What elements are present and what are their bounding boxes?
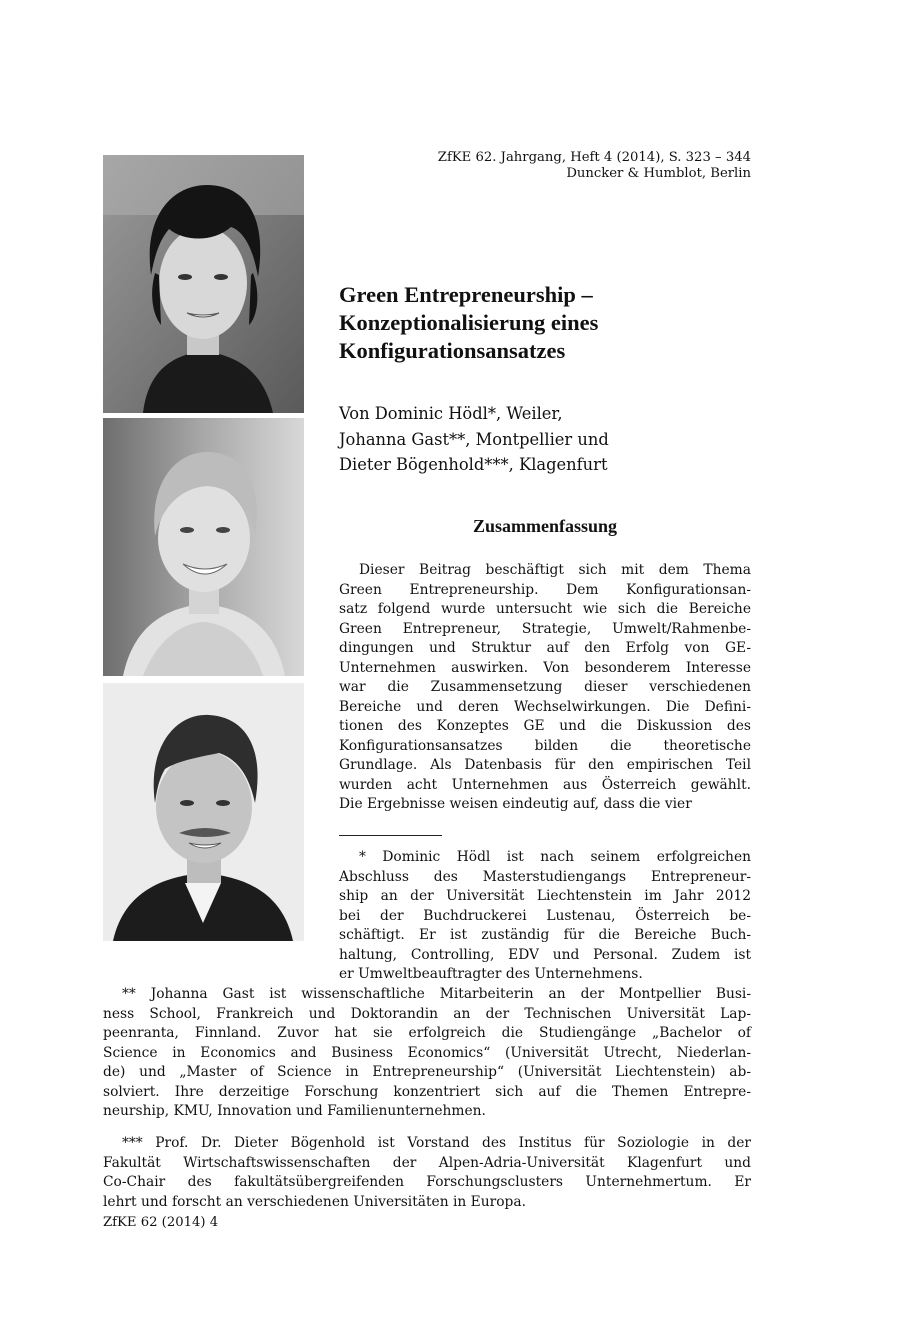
footnote-line: peenranta, Finnland. Zuvor hat sie erfolgreich die Studiengänge „Bachelor of [103,1025,751,1041]
article-title [339,281,759,365]
footnote-line: Science in Economics and Business Economics“ (Universität Utrecht, Niederlan- [103,1044,751,1061]
abstract-line: Grundlage. Als Datenbasis für den empirischen Teil [339,757,751,773]
author-line: Von Dominic Hödl*, Weiler, [339,404,563,423]
footnote-dominic-hoedl [339,848,751,985]
footnote-line: lehrt und forscht an verschiedenen Universitäten in Europa. [103,1193,526,1210]
abstract-text [339,561,751,815]
abstract-line: Green Entrepreneurship. Dem Konfigurationsan- [339,581,751,598]
footnote-line: *** Prof. Dr. Dieter Bögenhold ist Vorstand des Institus für Soziologie in der [122,1135,751,1151]
footnote-line: schäftigt. Er ist zuständig für die Bereiche Buch- [339,927,751,943]
footnote-line: Abschluss des Masterstudiengangs Entrepreneur- [339,868,751,885]
author-list [339,401,759,478]
journal-citation-line: ZfKE 62. Jahrgang, Heft 4 (2014), S. 323 – 344 [437,150,751,165]
abstract-line: satz folgend wurde untersucht wie sich die Bereiche [339,601,751,617]
footnote-johanna-gast [103,985,751,1122]
title-line: Konfigurationsansatzes [339,338,566,363]
portrait-image [103,683,304,941]
abstract-line: Konfigurationsansatzes bilden die theoretische [339,737,751,754]
author-photo-dieter-boegenhold [103,683,304,941]
title-line: Green Entrepreneurship – [339,282,593,307]
abstract-line: Unternehmen auswirken. Von besonderem Interesse [339,659,751,676]
footnote-line: ness School, Frankreich und Doktorandin an der Technischen Universität Lap- [103,1005,751,1022]
footnote-line: ** Johanna Gast ist wissenschaftliche Mitarbeiterin an der Montpellier Busi- [122,986,751,1002]
footnote-line: solviert. Ihre derzeitige Forschung konzentriert sich auf die Themen Entrepre- [103,1083,751,1100]
abstract-line: tionen des Konzeptes GE und die Diskussion des [339,718,751,734]
abstract-line: dingungen und Struktur auf den Erfolg von GE- [339,640,751,656]
footnote-line: neurship, KMU, Innovation und Familienunternehmen. [103,1103,486,1119]
abstract-line: Bereiche und deren Wechselwirkungen. Die Defini- [339,698,751,715]
footnote-line: er Umweltbeauftragter des Unternehmens. [339,966,643,982]
author-photo-dominic-hoedl [103,155,304,413]
abstract-line: Green Entrepreneur, Strategie, Umwelt/Rahmenbe- [339,620,751,637]
author-line: Dieter Bögenhold***, Klagenfurt [339,455,608,474]
journal-reference [438,150,751,182]
portrait-image [103,155,304,413]
footnote-line: haltung, Controlling, EDV und Personal. Zudem ist [339,946,751,963]
abstract-heading: Zusammenfassung [472,516,618,536]
footnote-dieter-boegenhold [103,1134,751,1212]
abstract-line: Dieser Beitrag beschäftigt sich mit dem Thema [359,562,751,578]
abstract-line: wurden acht Unternehmen aus Österreich gewählt. [339,776,751,793]
abstract-line: war die Zusammensetzung dieser verschiedenen [339,679,751,695]
footnote-line: * Dominic Hödl ist nach seinem erfolgreichen [359,849,751,865]
footnote-line: de) und „Master of Science in Entrepreneurship“ (Universität Liechtenstein) ab- [103,1064,751,1080]
page-footer: ZfKE 62 (2014) 4 [103,1215,219,1230]
abstract-line: Die Ergebnisse weisen eindeutig auf, dass die vier [339,796,692,812]
footnote-line: bei der Buchdruckerei Lustenau, Österreich be- [339,907,751,924]
footnote-line: Fakultät Wirtschaftswissenschaften der Alpen-Adria-Universität Klagenfurt und [103,1154,751,1171]
author-line: Johanna Gast**, Montpellier und [339,429,609,449]
footnote-line: Co-Chair des fakultätsübergreifenden Forschungsclusters Unternehmertum. Er [103,1174,751,1190]
portrait-image [103,418,304,676]
author-photo-johanna-gast [103,418,304,676]
footnote-divider [339,835,442,836]
footnote-line: ship an der Universität Liechtenstein im Jahr 2012 [339,888,751,904]
title-line: Konzeptionalisierung eines [339,310,599,335]
publisher-line: Duncker & Humblot, Berlin [566,166,751,181]
